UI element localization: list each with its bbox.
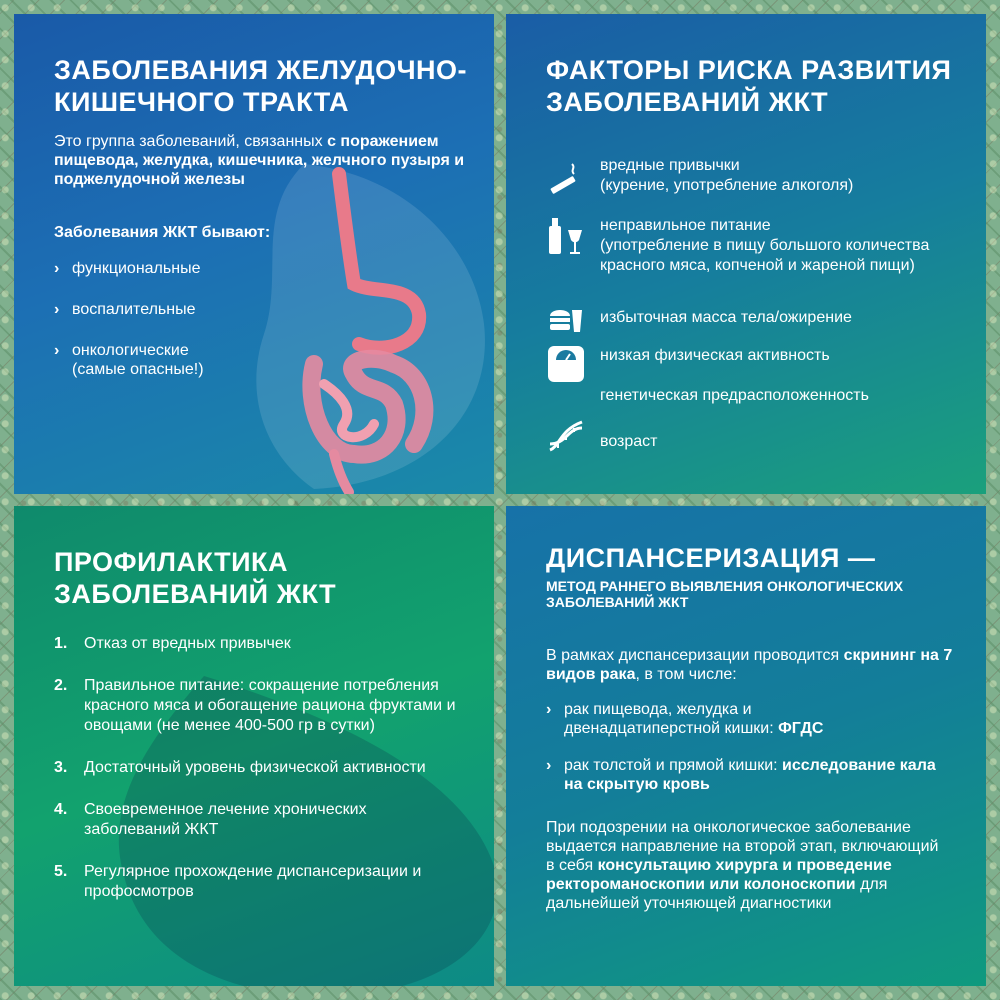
list-item: 3. Достаточный уровень физической активности [54,759,426,776]
alcohol-bottle-icon [546,216,586,256]
panel1-title: ЗАБОЛЕВАНИЯ ЖЕЛУДОЧНО-КИШЕЧНОГО ТРАКТА [54,55,468,117]
chevron-right-icon: › [546,757,552,774]
risk-factor-item: избыточная масса тела/ожирение [546,298,966,338]
panel-prevention [14,506,494,986]
list-item: › онкологические (самые опасные!) [54,342,204,378]
list-item: 2. Правильное питание: сокращение потребления красного мяса и обогащение рациона фруктами и овощами (не менее 400-500 гр в сутки) [54,677,456,734]
chevron-right-icon: › [54,260,60,277]
panel1-subheading: Заболевания ЖКТ бывают: [54,224,271,241]
panel4-title: ДИСПАНСЕРИЗАЦИЯ — [546,543,876,573]
prevention-list [54,634,474,924]
panel2-title: ФАКТОРЫ РИСКА РАЗВИТИЯ ЗАБОЛЕВАНИЙ ЖКТ [546,55,952,117]
panel4-intro: В рамках диспансеризации проводится скрининг на 7 видов рака, в том числе: [546,647,953,683]
list-item: 1. Отказ от вредных привычек [54,635,291,652]
risk-factor-item: низкая физическая активность [546,344,966,384]
cigarette-icon [546,156,586,196]
panel3-title: ПРОФИЛАКТИКА ЗАБОЛЕВАНИЙ ЖКТ [54,547,337,609]
list-item: › функциональные [54,260,201,277]
panel4-subtitle: МЕТОД РАННЕГО ВЫЯВЛЕНИЯ ОНКОЛОГИЧЕСКИХ ЗАБОЛЕВАНИЙ ЖКТ [546,578,904,610]
digestive-system-illustration [244,154,494,494]
fast-food-icon [546,298,586,338]
scale-icon [546,344,586,384]
panel1-intro: Это группа заболеваний, связанных с поражением пищевода, желудка, кишечника, желчного пузыря и поджелудочной железы [54,133,465,188]
dna-icon [546,416,586,456]
panel-dispensary [506,506,986,986]
list-item: 5. Регулярное прохождение диспансеризации и профосмотров [54,863,422,900]
risk-factor-item: вредные привычки (курение, употребление алкоголя) [546,156,966,196]
list-item: › воспалительные [54,301,196,318]
chevron-right-icon: › [54,342,60,359]
risk-factor-item: возраст [546,416,966,456]
risk-factor-item: неправильное питание (употребление в пищу большого количества красного мяса, копченой и жареной пищи) [546,216,966,276]
panel-risk-factors [506,14,986,494]
panel-gi-diseases [14,14,494,494]
panel4-outro: При подозрении на онкологическое заболевание выдается направление на второй этап, включающий в себя консультацию хирурга и проведение ректороманоскопии или колоноскопии для дальнейшей уточняющей диагностики [546,819,939,912]
list-item: 4. Своевременное лечение хронических заболеваний ЖКТ [54,801,367,838]
chevron-right-icon: › [54,301,60,318]
disease-types-list [54,259,204,401]
chevron-right-icon: › [546,701,552,718]
risk-factor-item: генетическая предрасположенность [600,387,869,404]
list-item: › рак пищевода, желудка и двенадцатиперстной кишки: ФГДС [546,701,824,737]
list-item: › рак толстой и прямой кишки: исследование кала на скрытую кровь [546,757,936,793]
